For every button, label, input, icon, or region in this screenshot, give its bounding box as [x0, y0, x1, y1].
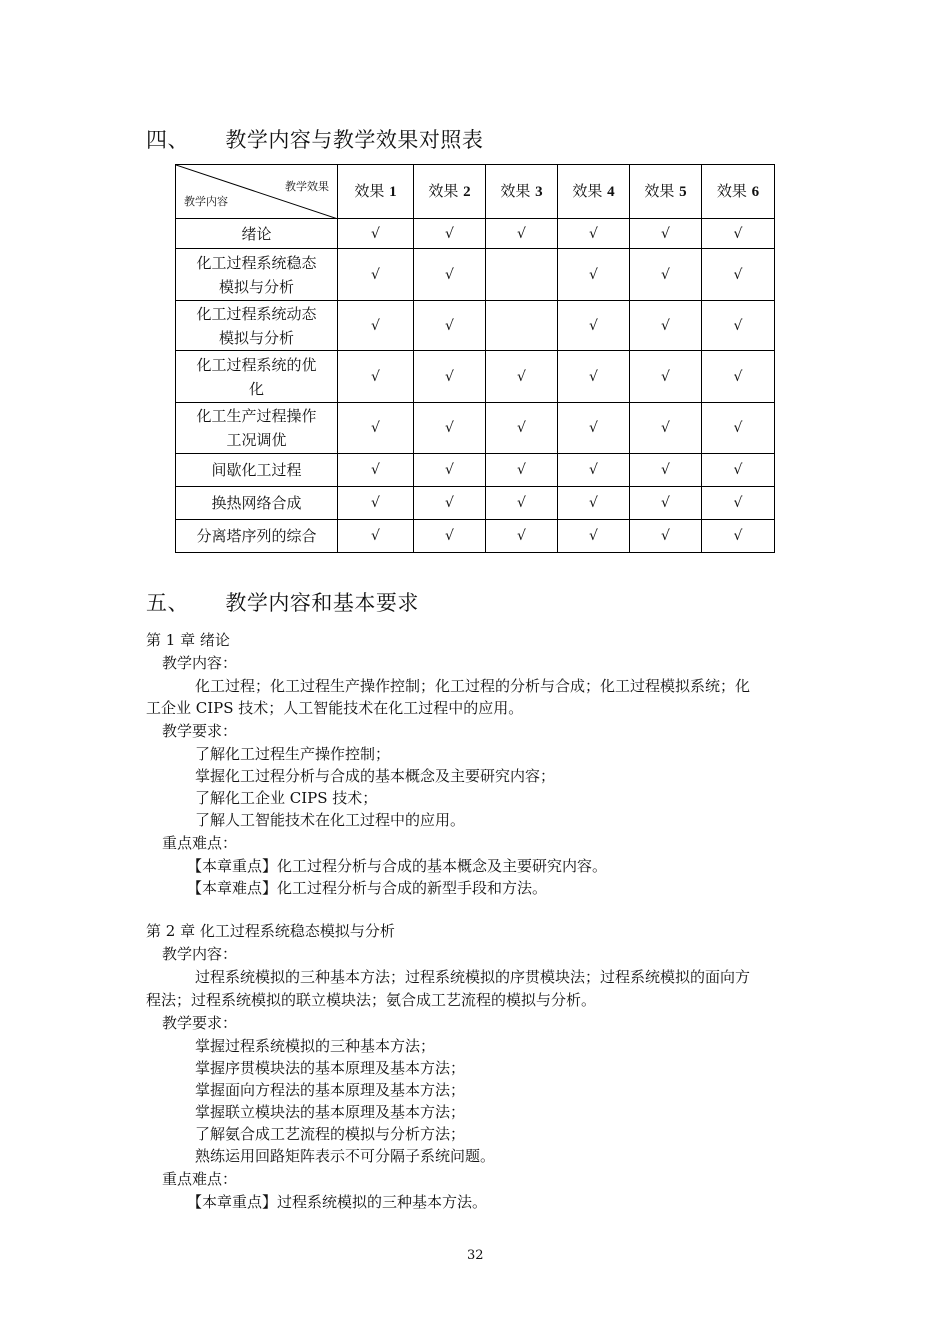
header-effect-1: 效果 1 [338, 165, 414, 219]
check-cell: √ [630, 351, 702, 403]
ch2-req-item: 掌握联立模块法的基本原理及基本方法； [195, 1103, 466, 1121]
check-cell: √ [702, 403, 775, 454]
row-label: 分离塔序列的综合 [176, 520, 338, 553]
ch1-content-line1: 化工过程；化工过程生产操作控制；化工过程的分析与合成；化工过程模拟系统；化 [195, 677, 751, 695]
ch2-content-label: 教学内容： [162, 945, 238, 963]
ch1-key-point: 【本章重点】化工过程分析与合成的基本概念及主要研究内容。 [187, 857, 608, 875]
table-row [176, 351, 775, 403]
check-cell: √ [630, 487, 702, 520]
check-cell: √ [558, 351, 630, 403]
ch2-req-item: 掌握序贯模块法的基本原理及基本方法； [195, 1059, 466, 1077]
row-label: 化工过程系统动态 模拟与分析 [176, 301, 338, 351]
section5-number: 五、 [146, 591, 189, 615]
check-cell: √ [630, 403, 702, 454]
check-cell: √ [414, 403, 486, 454]
table-row [176, 520, 775, 553]
check-cell: √ [338, 249, 414, 301]
ch2-req-item: 了解氨合成工艺流程的模拟与分析方法； [195, 1125, 466, 1143]
section5-heading [146, 587, 419, 617]
table-row [176, 301, 775, 351]
header-effect-3: 效果 3 [486, 165, 558, 219]
ch2-key-point: 【本章重点】过程系统模拟的三种基本方法。 [187, 1193, 488, 1211]
check-cell: √ [414, 249, 486, 301]
table-row [176, 454, 775, 487]
header-effect-4: 效果 4 [558, 165, 630, 219]
ch2-content-line1: 过程系统模拟的三种基本方法；过程系统模拟的序贯模块法；过程系统模拟的面向方 [195, 968, 751, 986]
corner-top-label: 教学效果 [285, 180, 329, 193]
check-cell: √ [702, 249, 775, 301]
check-cell: √ [414, 219, 486, 249]
ch1-req-item: 了解化工企业 CIPS 技术； [195, 789, 378, 807]
section5-title: 教学内容和基本要求 [225, 591, 419, 615]
ch1-content-label: 教学内容： [162, 654, 238, 672]
ch2-key-label: 重点难点： [162, 1170, 238, 1188]
check-cell: √ [414, 487, 486, 520]
table-corner-cell [176, 165, 338, 219]
check-cell: √ [338, 403, 414, 454]
table-row [176, 403, 775, 454]
check-cell: √ [414, 301, 486, 351]
ch1-req-item: 了解化工过程生产操作控制； [195, 745, 391, 763]
check-cell: √ [486, 520, 558, 553]
check-cell: √ [414, 454, 486, 487]
check-cell: √ [558, 454, 630, 487]
ch2-req-label: 教学要求： [162, 1014, 238, 1032]
corner-bottom-label: 教学内容 [184, 195, 228, 208]
check-cell: √ [558, 219, 630, 249]
check-cell: √ [630, 249, 702, 301]
check-cell: √ [338, 301, 414, 351]
check-cell: √ [338, 520, 414, 553]
row-label: 绪论 [176, 219, 338, 249]
table-row [176, 487, 775, 520]
check-cell: √ [702, 301, 775, 351]
check-cell: √ [702, 351, 775, 403]
table-row [176, 249, 775, 301]
ch1-title: 第 1 章 绪论 [146, 631, 230, 649]
section4-title: 教学内容与教学效果对照表 [225, 128, 484, 152]
ch2-title: 第 2 章 化工过程系统稳态模拟与分析 [146, 922, 395, 940]
check-cell: √ [630, 219, 702, 249]
check-cell: √ [414, 520, 486, 553]
check-cell: √ [630, 520, 702, 553]
ch1-req-item: 了解人工智能技术在化工过程中的应用。 [195, 811, 466, 829]
content-effect-table [175, 164, 775, 553]
section4-number: 四、 [146, 128, 189, 152]
check-cell: √ [702, 219, 775, 249]
check-cell: √ [338, 454, 414, 487]
check-cell: √ [338, 351, 414, 403]
section4-heading [146, 124, 483, 154]
check-cell [486, 249, 558, 301]
ch2-req-item: 掌握面向方程法的基本原理及基本方法； [195, 1081, 466, 1099]
check-cell: √ [486, 351, 558, 403]
check-cell: √ [486, 219, 558, 249]
header-effect-6: 效果 6 [702, 165, 775, 219]
check-cell: √ [338, 487, 414, 520]
check-cell [486, 301, 558, 351]
row-label: 化工生产过程操作 工况调优 [176, 403, 338, 454]
table-row [176, 219, 775, 249]
ch2-content-line2: 程法；过程系统模拟的联立模块法；氨合成工艺流程的模拟与分析。 [146, 991, 597, 1009]
header-effect-5: 效果 5 [630, 165, 702, 219]
row-label: 换热网络合成 [176, 487, 338, 520]
check-cell: √ [702, 520, 775, 553]
check-cell: √ [414, 351, 486, 403]
check-cell: √ [702, 487, 775, 520]
check-cell: √ [630, 301, 702, 351]
check-cell: √ [630, 454, 702, 487]
check-cell: √ [558, 487, 630, 520]
check-cell: √ [558, 403, 630, 454]
ch1-key-label: 重点难点： [162, 834, 238, 852]
check-cell: √ [558, 301, 630, 351]
check-cell: √ [486, 454, 558, 487]
check-cell: √ [486, 487, 558, 520]
ch2-req-item: 掌握过程系统模拟的三种基本方法； [195, 1037, 436, 1055]
check-cell: √ [702, 454, 775, 487]
row-label: 间歇化工过程 [176, 454, 338, 487]
ch1-req-item: 掌握化工过程分析与合成的基本概念及主要研究内容； [195, 767, 556, 785]
check-cell: √ [338, 219, 414, 249]
ch1-req-label: 教学要求： [162, 722, 238, 740]
ch1-content-line2: 工企业 CIPS 技术；人工智能技术在化工过程中的应用。 [146, 699, 524, 717]
check-cell: √ [558, 249, 630, 301]
row-label: 化工过程系统的优 化 [176, 351, 338, 403]
check-cell: √ [486, 403, 558, 454]
ch1-difficulty: 【本章难点】化工过程分析与合成的新型手段和方法。 [187, 879, 548, 897]
page-number: 32 [467, 1248, 484, 1263]
header-effect-2: 效果 2 [414, 165, 486, 219]
row-label: 化工过程系统稳态 模拟与分析 [176, 249, 338, 301]
check-cell: √ [558, 520, 630, 553]
ch2-req-item: 熟练运用回路矩阵表示不可分隔子系统问题。 [195, 1147, 496, 1165]
